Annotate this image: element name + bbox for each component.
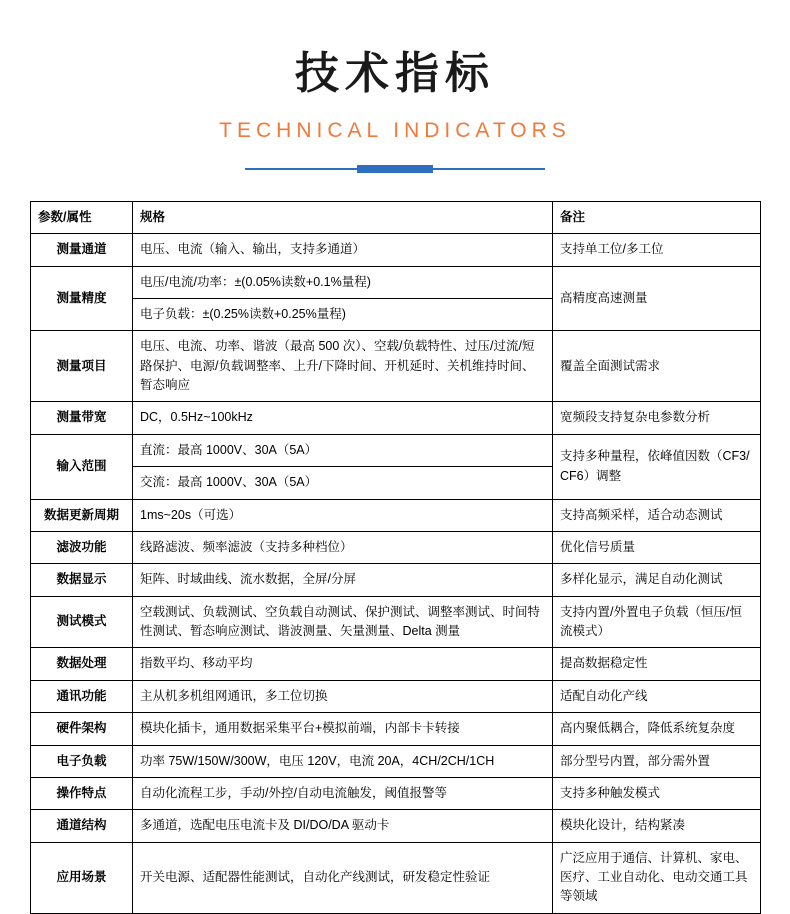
table-row [31, 331, 761, 402]
row-spec: 指数平均、移动平均 [133, 648, 553, 680]
table-row [31, 499, 761, 531]
row-note: 适配自动化产线 [553, 680, 761, 712]
row-spec-line-2: 电子负载：±(0.25%读数+0.25%量程) [133, 298, 553, 330]
row-spec: 开关电源、适配器性能测试，自动化产线测试，研发稳定性验证 [133, 842, 553, 913]
row-note: 优化信号质量 [553, 531, 761, 563]
row-note: 支持多种量程，依峰值因数（CF3/CF6）调整 [553, 434, 761, 499]
row-param: 滤波功能 [31, 531, 133, 563]
table-row [31, 842, 761, 913]
row-param: 数据处理 [31, 648, 133, 680]
row-param: 测量精度 [31, 266, 133, 331]
table-header-row [31, 201, 761, 233]
row-note: 宽频段支持复杂电参数分析 [553, 402, 761, 434]
row-spec: 空载测试、负载测试、空负载自动测试、保护测试、调整率测试、时间特性测试、暂态响应测试、谐波测量、矢量测量、Delta 测量 [133, 596, 553, 648]
row-note: 支持单工位/多工位 [553, 234, 761, 266]
row-note: 支持高频采样，适合动态测试 [553, 499, 761, 531]
table-row [31, 745, 761, 777]
row-spec: 功率 75W/150W/300W，电压 120V，电流 20A，4CH/2CH/1CH [133, 745, 553, 777]
table-row [31, 234, 761, 266]
row-param: 电子负载 [31, 745, 133, 777]
column-header-spec: 规格 [133, 201, 553, 233]
row-spec: 电压、电流（输入、输出，支持多通道） [133, 234, 553, 266]
row-param: 测量通道 [31, 234, 133, 266]
table-row [31, 648, 761, 680]
row-spec: DC，0.5Hz~100kHz [133, 402, 553, 434]
divider-block [357, 165, 433, 173]
row-spec: 矩阵、时域曲线、流水数据，全屏/分屏 [133, 564, 553, 596]
row-param: 测量项目 [31, 331, 133, 402]
spec-table [30, 201, 761, 914]
column-header-note: 备注 [553, 201, 761, 233]
row-note: 高精度高速测量 [553, 266, 761, 331]
row-note: 覆盖全面测试需求 [553, 331, 761, 402]
row-spec-line-2: 交流：最高 1000V、30A（5A） [133, 467, 553, 499]
table-row [31, 810, 761, 842]
row-param: 通道结构 [31, 810, 133, 842]
row-spec: 模块化插卡，通用数据采集平台+模拟前端，内部卡卡转接 [133, 713, 553, 745]
row-note: 高内聚低耦合，降低系统复杂度 [553, 713, 761, 745]
table-row [31, 402, 761, 434]
row-spec: 线路滤波、频率滤波（支持多种档位） [133, 531, 553, 563]
table-row [31, 564, 761, 596]
row-param: 测试模式 [31, 596, 133, 648]
page-header [0, 0, 790, 173]
row-param: 数据更新周期 [31, 499, 133, 531]
table-row [31, 531, 761, 563]
row-spec: 多通道，选配电压电流卡及 DI/DO/DA 驱动卡 [133, 810, 553, 842]
row-note: 多样化显示，满足自动化测试 [553, 564, 761, 596]
row-param: 输入范围 [31, 434, 133, 499]
column-header-param: 参数/属性 [31, 201, 133, 233]
row-spec: 主从机多机组网通讯，多工位切换 [133, 680, 553, 712]
table-row [31, 434, 761, 466]
row-param: 测量带宽 [31, 402, 133, 434]
table-row [31, 266, 761, 298]
row-param: 应用场景 [31, 842, 133, 913]
row-param: 通讯功能 [31, 680, 133, 712]
row-spec: 1ms~20s（可选） [133, 499, 553, 531]
table-row [31, 596, 761, 648]
row-note: 提高数据稳定性 [553, 648, 761, 680]
row-note: 模块化设计，结构紧凑 [553, 810, 761, 842]
row-note: 支持内置/外置电子负载（恒压/恒流模式） [553, 596, 761, 648]
row-spec-line-1: 电压/电流/功率：±(0.05%读数+0.1%量程) [133, 266, 553, 298]
page-subtitle: TECHNICAL INDICATORS [219, 118, 571, 142]
row-spec-line-1: 直流：最高 1000V、30A（5A） [133, 434, 553, 466]
table-row [31, 680, 761, 712]
row-param: 操作特点 [31, 777, 133, 809]
row-param: 硬件架构 [31, 713, 133, 745]
title-divider [245, 165, 545, 173]
row-spec: 电压、电流、功率、谐波（最高 500 次）、空载/负载特性、过压/过流/短路保护、电源/负载调整率、上升/下降时间、开机延时、关机维持时间、暂态响应 [133, 331, 553, 402]
table-row [31, 777, 761, 809]
table-row [31, 713, 761, 745]
row-note: 支持多种触发模式 [553, 777, 761, 809]
row-param: 数据显示 [31, 564, 133, 596]
row-spec: 自动化流程工步，手动/外控/自动电流触发，阈值报警等 [133, 777, 553, 809]
row-note: 部分型号内置，部分需外置 [553, 745, 761, 777]
page-title: 技术指标 [295, 49, 495, 98]
row-note: 广泛应用于通信、计算机、家电、医疗、工业自动化、电动交通工具等领域 [553, 842, 761, 913]
spec-table-wrapper [30, 201, 760, 914]
